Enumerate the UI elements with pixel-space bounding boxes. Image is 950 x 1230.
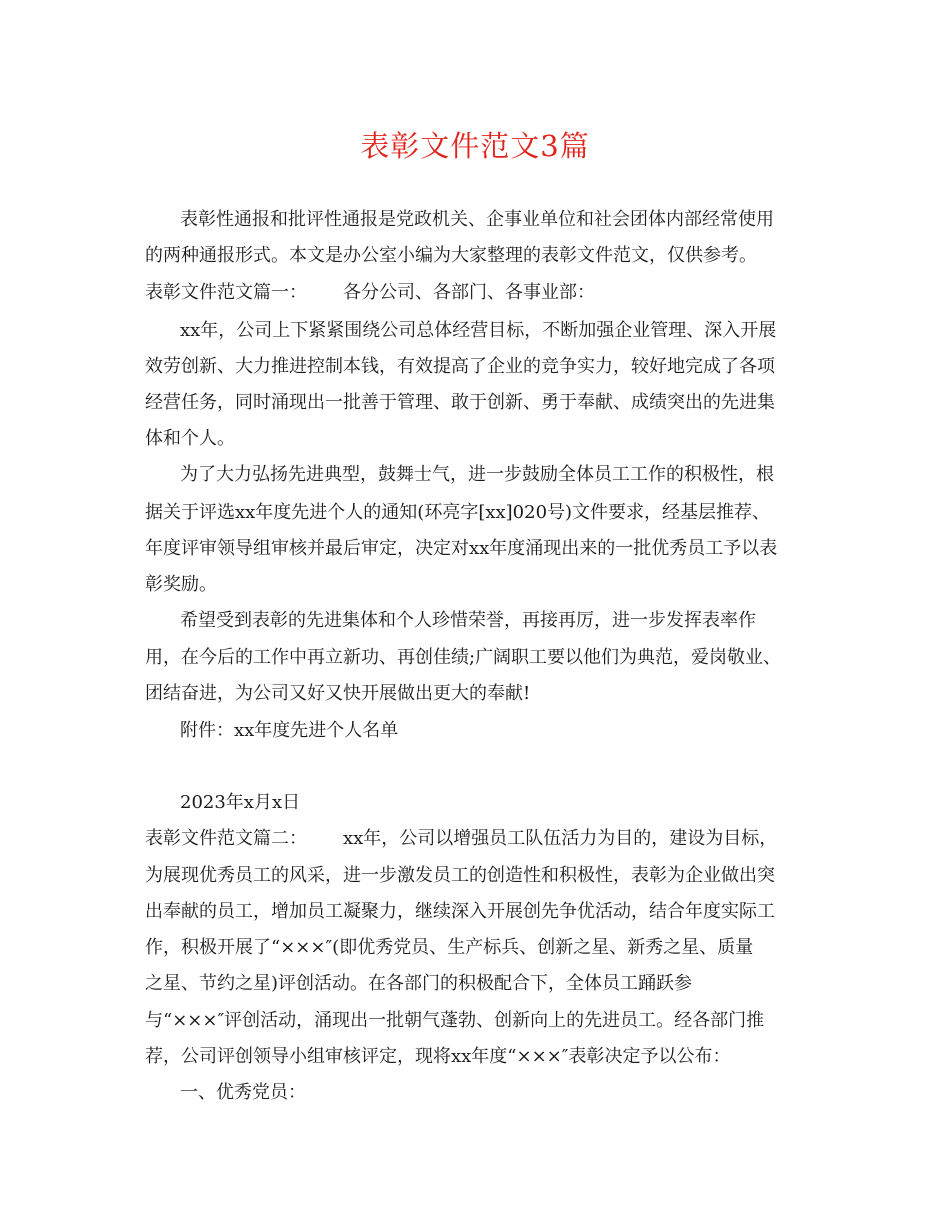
intro-line-1: 表彰性通报和批评性通报是党政机关、企事业单位和社会团体内部经常使用 [180, 209, 774, 230]
section-two-label: 表彰文件范文篇二： [145, 828, 307, 849]
paragraph-line: 彰奖励。 [145, 574, 217, 595]
document-title: 表彰文件范文3篇 [360, 129, 590, 163]
paragraph-line: 为了大力弘扬先进典型，鼓舞士气，进一步鼓励全体员工工作的积极性，根 [180, 464, 774, 485]
paragraph-line: 希望受到表彰的先进集体和个人珍惜荣誉，再接再厉，进一步发挥表率作 [180, 610, 756, 631]
paragraph-line: 据关于评选xx年度先进个人的通知(环亮字[xx]020号)文件要求，经基层推荐、 [145, 502, 771, 523]
paragraph-line: 效劳创新、大力推进控制本钱，有效提高了企业的竞争实力，较好地完成了各项 [145, 356, 775, 377]
section-two-heading [145, 826, 777, 852]
attachment-line: 附件：xx年度先进个人名单 [180, 720, 399, 741]
paragraph-line: 年度评审领导组审核并最后审定，决定对xx年度涌现出来的一批优秀员工予以表 [145, 538, 778, 559]
paragraph-line: 与“×××″评创活动，涌现出一批朝气蓬勃、创新向上的先进员工。经各部门推 [145, 1010, 765, 1031]
section-one-heading [145, 280, 595, 306]
paragraph-line: 为展现优秀员工的风采，进一步激发员工的创造性和积极性，表彰为企业做出突 [145, 865, 775, 886]
paragraph-line: 用，在今后的工作中再立新功、再创佳绩;广阔职工要以他们为典范，爱岗敬业、 [145, 647, 782, 668]
section-two-opening: xx年，公司以增强员工队伍活力为目的，建设为目标， [343, 828, 778, 849]
addressee: 各分公司、各部门、各事业部： [343, 282, 595, 303]
section-one-label: 表彰文件范文篇一： [145, 282, 307, 303]
paragraph-line: 荐，公司评创领导小组审核评定，现将xx年度“×××″表彰决定予以公布： [145, 1046, 731, 1067]
paragraph-line: 出奉献的员工，增加员工凝聚力，继续深入开展创先争优活动，结合年度实际工 [145, 901, 775, 922]
paragraph-line: 经营任务，同时涌现出一批善于管理、敢于创新、勇于奉献、成绩突出的先进集 [145, 392, 775, 413]
paragraph-line: 之星、节约之星)评创活动。在各部门的积极配合下，全体员工踊跃参 [145, 973, 693, 994]
paragraph-line: 作，积极开展了“×××″(即优秀党员、生产标兵、创新之星、新秀之星、质量 [145, 937, 754, 958]
paragraph-line: 团结奋进，为公司又好又快开展做出更大的奉献! [145, 683, 531, 704]
intro-line-2: 的两种通报形式。本文是办公室小编为大家整理的表彰文件范文，仅供参考。 [145, 245, 757, 266]
list-heading: 一、优秀党员： [180, 1082, 306, 1103]
date-line: 2023年x月x日 [180, 792, 301, 813]
paragraph-line: xx年，公司上下紧紧围绕公司总体经营目标，不断加强企业管理、深入开展 [180, 320, 777, 341]
paragraph-line: 体和个人。 [145, 428, 235, 449]
